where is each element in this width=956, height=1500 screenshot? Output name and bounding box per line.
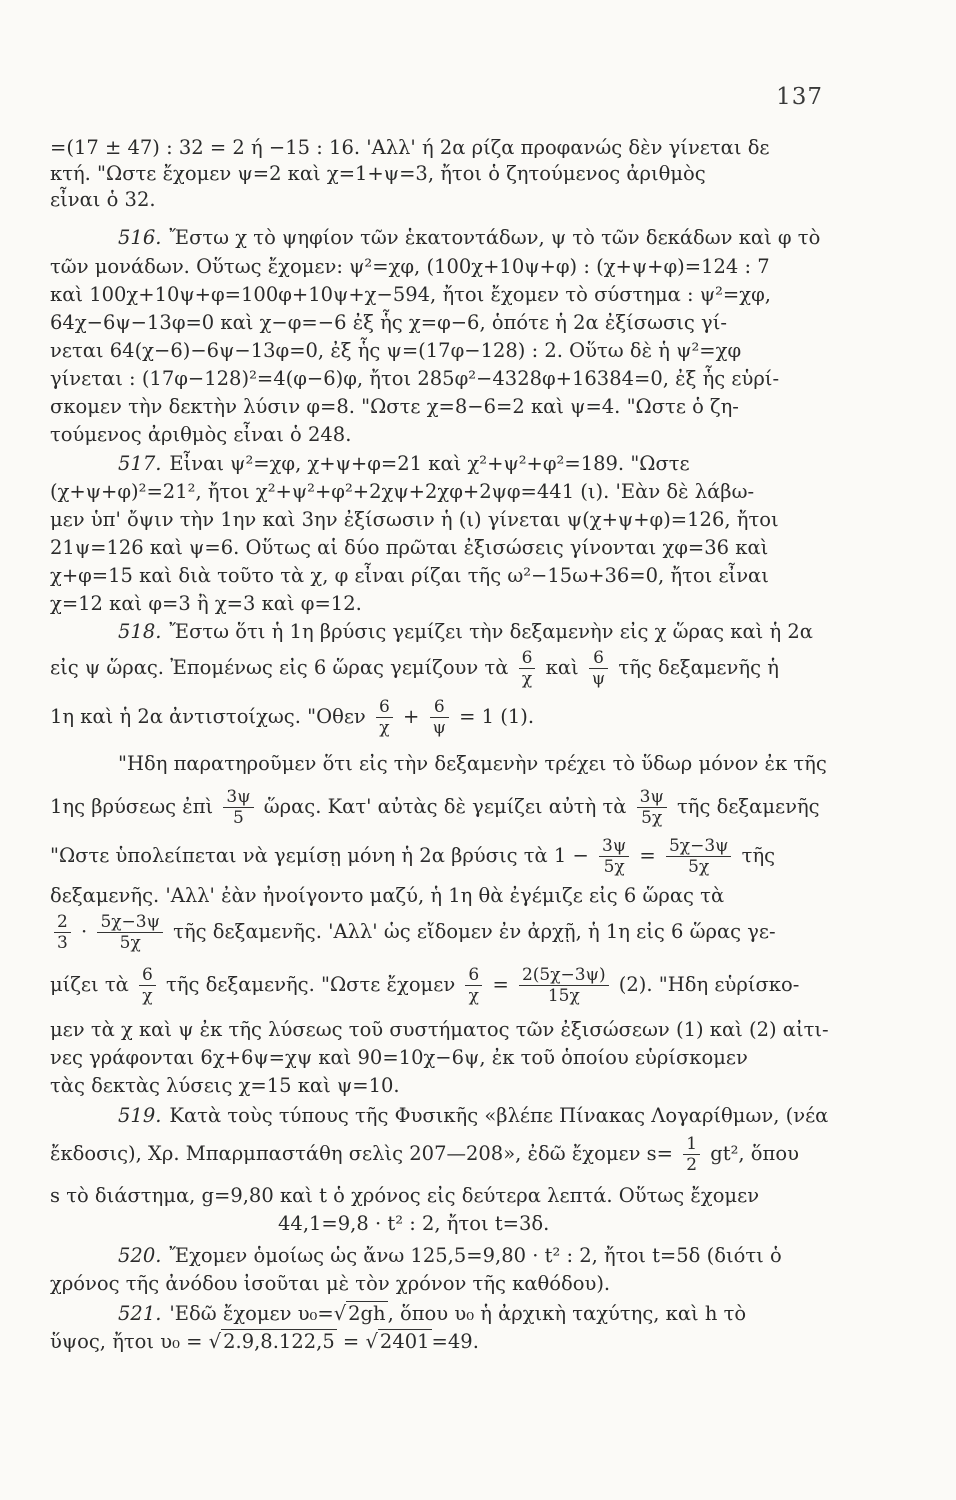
text-segment: 1η καὶ ἡ 2α ἀντιστοίχως. "Οθεν: [50, 705, 366, 728]
text-segment: τῆς: [741, 844, 776, 867]
text-line: χ+φ=15 καὶ διὰ τοῦτο τὰ χ, φ εἶναι ρίζαι τῆς ω²−15ω+36=0, ἤτοι εἶναι: [50, 564, 769, 587]
text-line: Ἔστω ὅτι ἡ 1η βρύσις γεμίζει τὴν δεξαμενὴν εἰς χ ὥρας καὶ ἡ 2α: [169, 620, 813, 643]
text-segment: =: [639, 844, 656, 867]
text-line: Ἔχομεν ὁμοίως ὡς ἄνω 125,5=9,80 · t² : 2, ἤτοι t=5δ (διότι ὁ: [169, 1244, 782, 1267]
text-line: Κατὰ τοὺς τύπους τῆς Φυσικῆς «βλέπε Πίνακας Λογαρίθμων, (νέα: [169, 1104, 829, 1127]
text-line-with-fractions: [50, 787, 820, 828]
fraction: $\frac{1}{2}$: [683, 1134, 700, 1175]
text-line-with-fractions: [50, 912, 776, 953]
problem-number: 517.: [118, 452, 162, 475]
text-line: 21ψ=126 καὶ ψ=6. Οὕτως αἱ δύο πρῶται ἐξισώσεις γίνονται χφ=36 καὶ: [50, 536, 769, 559]
problem-521: [118, 1302, 746, 1326]
text-segment: τῆς δεξαμενῆς. 'Αλλ' ὡς εἴδομεν ἐν ἀρχῇ, ἡ 1η εἰς 6 ὥρας γε-: [173, 920, 776, 943]
fraction: $\frac{3\psi}{5\chi}$: [599, 836, 629, 877]
fraction: $\frac{6}{\chi}$: [465, 965, 482, 1006]
sqrt-radicand: 2.9,8.122,5: [223, 1330, 335, 1353]
text-line: χρόνος τῆς ἀνόδου ἰσοῦται μὲ τὸν χρόνον τῆς καθόδου).: [50, 1272, 611, 1295]
problem-520: [118, 1244, 782, 1268]
problem-number: 516.: [118, 226, 162, 249]
text-line: γίνεται : (17φ−128)²=4(φ−6)φ, ἤτοι 285φ²−4328φ+16384=0, ἐξ ἧς εὑρί-: [50, 367, 780, 390]
text-line: 64χ−6ψ−13φ=0 καὶ χ−φ=−6 ἐξ ἧς χ=φ−6, ὁπότε ἡ 2α ἐξίσωσις γί-: [50, 311, 727, 334]
text-segment: = 1 (1).: [459, 705, 535, 728]
text-segment: =49.: [431, 1330, 479, 1353]
fraction: $\frac{3\psi}{5\chi}$: [637, 787, 667, 828]
text-line: s τὸ διάστημα, g=9,80 καὶ t ὁ χρόνος εἰς δεύτερα λεπτά. Οὕτως ἔχομεν: [50, 1184, 760, 1207]
text-segment: 'Εδῶ ἔχομεν υ₀=√: [169, 1302, 347, 1325]
text-line: νες γράφονται 6χ+6ψ=χψ καὶ 90=10χ−6ψ, ἐκ τοῦ ὁποίου εὑρίσκομεν: [50, 1046, 748, 1069]
sqrt-radicand: 2401: [379, 1330, 430, 1353]
text-segment: (2). "Ηδη εὑρίσκο-: [618, 973, 800, 996]
text-line: δεξαμενῆς. 'Αλλ' ἐὰν ἠνοίγοντο μαζύ, ἡ 1η θὰ ἐγέμιζε εἰς 6 ὥρας τὰ: [50, 884, 725, 907]
text-segment: τῆς δεξαμενῆς ἡ: [618, 656, 779, 679]
text-line: Εἶναι ψ²=χφ, χ+ψ+φ=21 καὶ χ²+ψ²+φ²=189. "Ωστε: [169, 452, 690, 475]
text-line-with-fractions: [50, 965, 799, 1006]
fraction: $\frac{6}{\chi}$: [139, 965, 156, 1006]
text-segment: gt², ὅπου: [710, 1142, 799, 1165]
text-segment: μίζει τὰ: [50, 973, 129, 996]
fraction: $\frac{5\chi-3\psi}{5\chi}$: [97, 912, 163, 953]
text-line-with-fractions: [50, 697, 534, 738]
problem-517: [118, 452, 690, 476]
fraction: $\frac{3\psi}{5}$: [223, 787, 253, 828]
text-segment: , ὅπου υ₀ ἡ ἀρχικὴ ταχύτης, καὶ h τὸ: [387, 1302, 747, 1325]
text-segment: ·: [81, 920, 88, 943]
text-segment: τῆς δεξαμενῆς. "Ωστε ἔχομεν: [166, 973, 456, 996]
sqrt-radicand: 2gh: [348, 1302, 386, 1325]
text-segment: "Ωστε ὑπολείπεται νὰ γεμίσῃ μόνη ἡ 2α βρύσις τὰ 1 −: [50, 844, 589, 867]
problem-519: [118, 1104, 828, 1128]
text-line: τούμενος ἀριθμὸς εἶναι ὁ 248.: [50, 423, 352, 446]
text-line: μεν ὑπ' ὄψιν τὴν 1ην καὶ 3ην ἐξίσωσιν ἡ (ι) γίνεται ψ(χ+ψ+φ)=126, ἤτοι: [50, 508, 779, 531]
fraction: $\frac{6}{\chi}$: [519, 648, 536, 689]
problem-518: [118, 620, 813, 644]
text-segment: ὕψος, ἤτοι υ₀ = √: [50, 1330, 222, 1353]
problem-number: 519.: [118, 1104, 162, 1127]
text-line: "Ηδη παρατηροῦμεν ὅτι εἰς τὴν δεξαμενὴν τρέχει τὸ ὕδωρ μόνον ἐκ τῆς: [118, 752, 827, 775]
text-line: καὶ 100χ+10ψ+φ=100φ+10ψ+χ−594, ἤτοι ἔχομεν τὸ σύστημα : ψ²=χφ,: [50, 283, 771, 306]
text-segment: καὶ: [545, 656, 579, 679]
text-line: σκομεν τὴν δεκτὴν λύσιν φ=8. "Ωστε χ=8−6=2 καὶ ψ=4. "Ωστε ὁ ζη-: [50, 395, 739, 418]
text-segment: 1ης βρύσεως ἐπὶ: [50, 795, 214, 818]
fraction: $\frac{5\chi-3\psi}{5\chi}$: [666, 836, 732, 877]
fraction: $\frac{6}{\chi}$: [376, 697, 393, 738]
text-line: 44,1=9,8 · t² : 2, ἤτοι t=3δ.: [278, 1212, 550, 1235]
problem-number: 521.: [118, 1302, 162, 1325]
text-line: τῶν μονάδων. Οὕτως ἔχομεν: ψ²=χφ, (100χ+10ψ+φ) : (χ+ψ+φ)=124 : 7: [50, 255, 770, 278]
text-line: =(17 ± 47) : 32 = 2 ή −15 : 16. 'Αλλ' ή 2α ρίζα προφανώς δὲν γίνεται δε: [50, 136, 770, 159]
page-number: 137: [776, 84, 823, 110]
problem-number: 518.: [118, 620, 162, 643]
text-line: (χ+ψ+φ)²=21², ἤτοι χ²+ψ²+φ²+2χψ+2χφ+2ψφ=441 (ι). 'Εὰν δὲ λάβω-: [50, 480, 755, 503]
text-line-with-fractions: [50, 1134, 799, 1175]
text-line-with-fractions: [50, 836, 775, 877]
text-segment: ἔκδοσις), Χρ. Μπαρμπαστάθη σελὶς 207—208», ἐδῶ ἔχομεν s=: [50, 1142, 674, 1165]
fraction: $\frac{6}{\psi}$: [430, 697, 449, 738]
text-segment: =: [492, 973, 509, 996]
text-line: [50, 1330, 479, 1354]
text-line: τὰς δεκτὰς λύσεις χ=15 καὶ ψ=10.: [50, 1074, 400, 1097]
text-line: νεται 64(χ−6)−6ψ−13φ=0, ἐξ ἧς ψ=(17φ−128) : 2. Οὕτω δὲ ἡ ψ²=χφ: [50, 339, 742, 362]
problem-number: 520.: [118, 1244, 162, 1267]
text-segment: τῆς δεξαμενῆς: [676, 795, 820, 818]
text-line: μεν τὰ χ καὶ ψ ἐκ τῆς λύσεως τοῦ συστήματος τῶν ἐξισώσεων (1) καὶ (2) αἰτι-: [50, 1018, 829, 1041]
text-line: εἶναι ὁ 32.: [50, 188, 156, 211]
text-line: κτή. "Ωστε ἔχομεν ψ=2 καὶ χ=1+ψ=3, ἤτοι ὁ ζητούμενος ἀριθμὸς: [50, 162, 706, 185]
text-segment: = √: [336, 1330, 378, 1353]
text-line-with-fractions: [50, 648, 779, 689]
text-segment: εἰς ψ ὥρας. Ἐπομένως εἰς 6 ὥρας γεμίζουν τὰ: [50, 656, 509, 679]
text-segment: +: [403, 705, 420, 728]
fraction: $\frac{6}{\psi}$: [589, 648, 608, 689]
text-segment: ὥρας. Κατ' αὐτὰς δὲ γεμίζει αὐτὴ τὰ: [263, 795, 627, 818]
text-line: Ἔστω χ τὸ ψηφίον τῶν ἑκατοντάδων, ψ τὸ τῶν δεκάδων καὶ φ τὸ: [169, 226, 821, 249]
fraction: $\frac{2(5\chi-3\psi)}{15\chi}$: [519, 965, 609, 1006]
fraction: $\frac{2}{3}$: [54, 912, 71, 953]
problem-516: [118, 226, 820, 250]
text-line: χ=12 καὶ φ=3 ἢ χ=3 καὶ φ=12.: [50, 592, 362, 615]
